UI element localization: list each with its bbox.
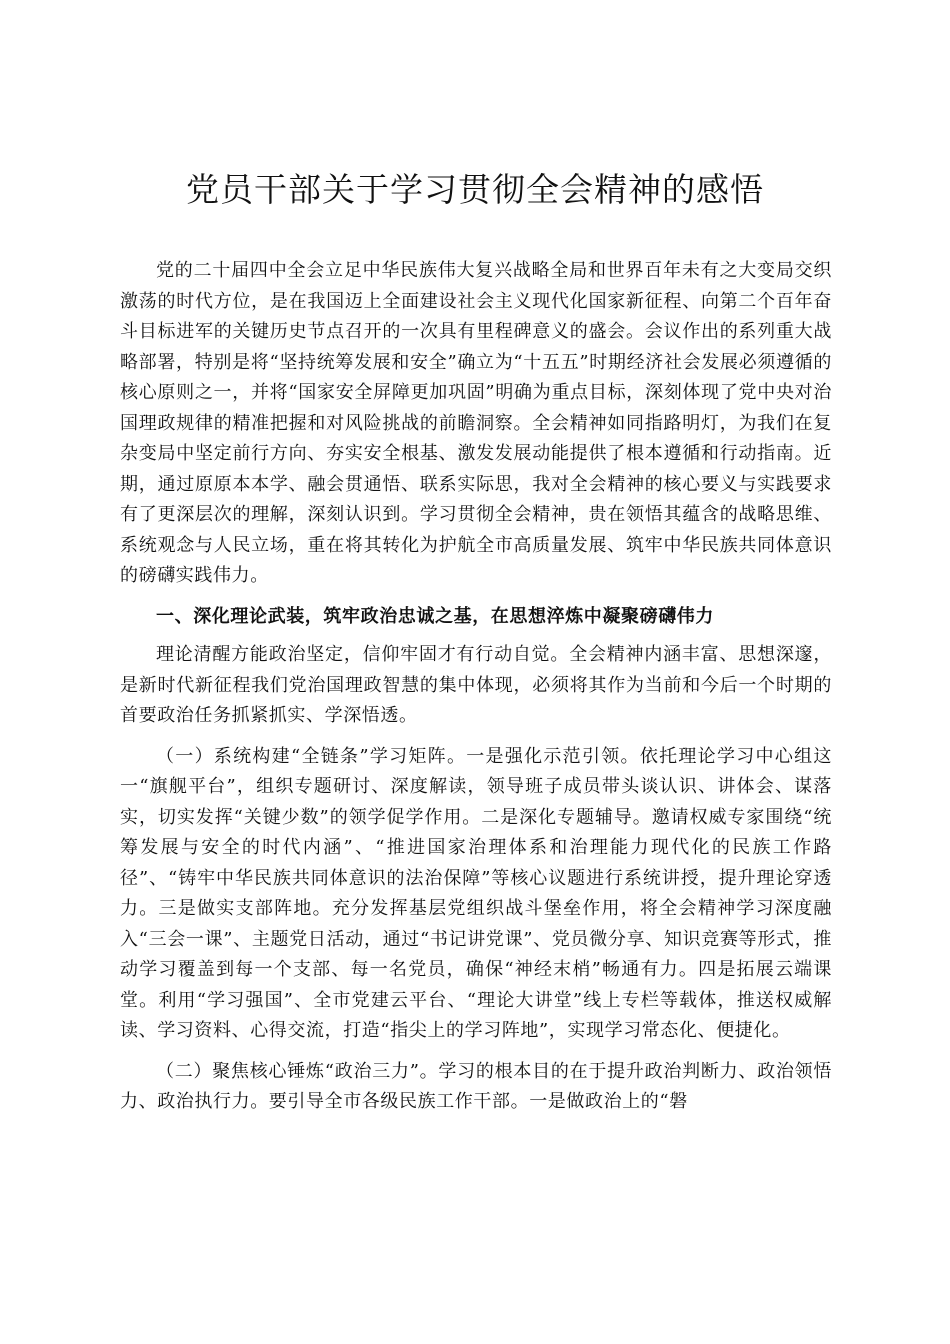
- section-heading-1: 一、深化理论武装，筑牢政治忠诚之基，在思想淬炼中凝聚磅礴伟力: [156, 605, 714, 627]
- document-title: 党员干部关于学习贯彻全会精神的感悟: [186, 170, 764, 209]
- document-body: [120, 256, 832, 1128]
- intro-paragraph: 党的二十届四中全会立足中华民族伟大复兴战略全局和世界百年未有之大变局交织激荡的时代方位，是在我国迈上全面建设社会主义现代化国家新征程、向第二个百年奋斗目标进军的关键历史节点召开的一次具有里程碑意义的盛会。会议作出的系列重大战略部署，特别是将“坚持统筹发展和安全”确立为“十五五”时期经济社会发展必须遵循的核心原则之一，并将“国家安全屏障更加巩固”明确为重点目标，深刻体现了党中央对治国理政规律的精准把握和对风险挑战的前瞻洞察。全会精神如同指路明灯，为我们在复杂变局中坚定前行方向、夯实安全根基、激发发展动能提供了根本遵循和行动指南。近期，通过原原本本学、融会贯通悟、联系实际思，我对全会精神的核心要义与实践要求有了更深层次的理解，深刻认识到。学习贯彻全会精神，贵在领悟其蕴含的战略思维、系统观念与人民立场，重在将其转化为护航全市高质量发展、筑牢中华民族共同体意识的磅礴实践伟力。: [120, 260, 832, 586]
- subsection-paragraph-1: （一）系统构建“全链条”学习矩阵。一是强化示范引领。依托理论学习中心组这一“旗舰平台”，组织专题研讨、深度解读，领导班子成员带头谈认识、讲体会、谋落实，切实发挥“关键少数”的领学促学作用。二是深化专题辅导。邀请权威专家围绕“统筹发展与安全的时代内涵”、“推进国家治理体系和治理能力现代化的民族工作路径”、“铸牢中华民族共同体意识的法治保障”等核心议题进行系统讲授，提升理论穿透力。三是做实支部阵地。充分发挥基层党组织战斗堡垒作用，将全会精神学习深度融入“三会一课”、主题党日活动，通过“书记讲党课”、党员微分享、知识竞赛等形式，推动学习覆盖到每一个支部、每一名党员，确保“神经末梢”畅通有力。四是拓展云端课堂。利用“学习强国”、全市党建云平台、“理论大讲堂”线上专栏等载体，推送权威解读、学习资料、心得交流，打造“指尖上的学习阵地”，实现学习常态化、便捷化。: [120, 745, 832, 1041]
- body-paragraph: 理论清醒方能政治坚定，信仰牢固才有行动自觉。全会精神内涵丰富、思想深邃，是新时代新征程我们党治国理政智慧的集中体现，必须将其作为当前和今后一个时期的首要政治任务抓紧抓实、学深悟透。: [120, 644, 832, 726]
- subsection-paragraph-2: （二）聚焦核心锤炼“政治三力”。学习的根本目的在于提升政治判断力、政治领悟力、政治执行力。要引导全市各级民族工作干部。一是做政治上的“磐: [120, 1060, 832, 1112]
